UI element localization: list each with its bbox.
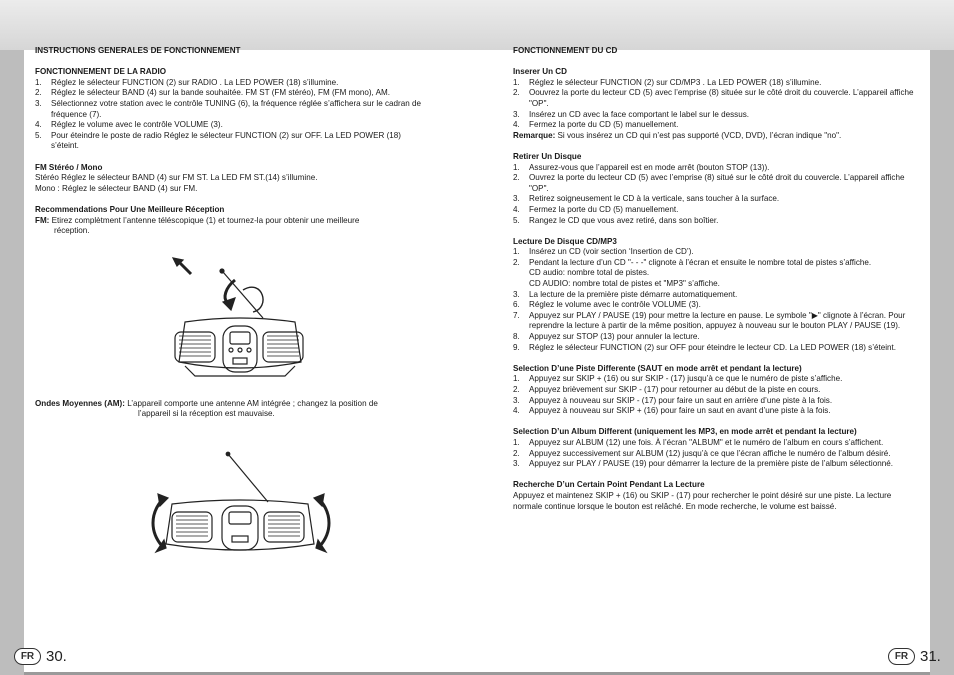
header-band [0,0,954,50]
list-item: 1. Appuyez sur SKIP + (16) ou sur SKIP - (17) jusqu’à ce que le numéro de piste s’affiche. [513,374,843,384]
retirer-steps [513,163,918,227]
list-item: 5. Rangez le CD que vous avez retiré, dans son boîtier. [513,215,719,225]
list-item: 2. Appuyez successivement sur ALBUM (12) jusqu’à ce que l’écran affiche le numéro de l’album désiré. [513,448,891,458]
left-title: INSTRUCTIONS GENERALES DE FONCTIONNEMENT [35,46,241,55]
list-item: 2. Ouvrez la porte du lecteur CD (5) avec l’emprise (8) situé sur le côté droit du couvercle. L’appareil affiche "OP". [513,173,905,193]
list-item: 5. Pour éteindre le poste de radio Réglez le sélecteur FUNCTION (2) sur OFF. La LED POWER (18) s’éteint. [35,130,401,151]
retirer-heading: Retirer Un Disque [513,151,582,161]
right-footer [888,648,941,665]
left-margin-bar [0,50,24,675]
list-item: 6. Réglez le volume avec le contrôle VOLUME (3). [513,300,701,310]
list-item: 3. Retirez soigneusement le CD à la verticale, sans toucher à la surface. [513,194,780,204]
fm-mono-text: Mono : Réglez le sélecteur BAND (4) sur FM. [35,183,198,193]
list-item: 3. Appuyez sur PLAY / PAUSE (19) pour démarrer la lecture de la première piste de l’album sélectionné. [513,459,893,469]
list-item: 2. Oouvrez la porte du lecteur CD (5) avec l’emprise (8) située sur le côté droit du couvercle. L’appareil affiche "OP". [513,88,914,108]
insert-steps [513,78,918,131]
radio-am-orientation-illustration [148,448,334,566]
list-item: 3. Insérez un CD avec la face comportant le label sur le dessus. [513,109,749,119]
list-item: 3. Sélectionnez votre station avec le contrôle TUNING (6), la fréquence réglée s’affichera sur le cadran de fréquence (7). [35,98,421,119]
lecture-heading: Lecture De Disque CD/MP3 [513,236,617,246]
language-badge: FR [888,648,915,665]
reco-fm-text-cont: réception. [54,226,90,236]
am-text-cont: l’appareil si la réception est mauvaise. [138,409,275,419]
list-item: 3. La lecture de la première piste démarre automatiquement. [513,289,738,299]
list-item: 1. Insérez un CD (voir section ‘Insertion de CD’). [513,247,694,257]
list-item: 2. Appuyez brièvement sur SKIP - (17) pour retourner au début de la piste en cours. [513,385,821,394]
fm-stereo-text: Stéréo Réglez le sélecteur BAND (4) sur FM ST. La LED FM ST.(14) s’illumine. [35,173,318,183]
right-page [513,46,918,512]
album-steps [513,438,918,470]
list-item: 7. Appuyez sur PLAY / PAUSE (19) pour mettre la lecture en pause. Le symbole "▶" clignote à l’écran. Pour reprendre la lecture à partir de la même position, appuyez à nouveau sur le bouton PLAY / PAUSE (19). [513,310,906,331]
reco-fm-text: FM: Etirez complètment l’antenne téléscopique (1) et tournez-la pour obtenir une meilleure [35,215,360,225]
page-number: 30. [46,648,67,665]
language-badge: FR [14,648,41,665]
reco-heading: Recommendations Pour Une Meilleure Réception [35,204,225,214]
insert-remark: Remarque: Si vous insérez un CD qui n’est pas supporté (VCD, DVD), l’écran indique "no". [513,130,842,140]
list-item: 1. Réglez le sélecteur FUNCTION (2) sur RADIO . La LED POWER (18) s’illumine. [35,77,339,87]
radio-heading: FONCTIONNEMENT DE LA RADIO [35,67,166,77]
piste-heading: Selection D’une Piste Differente (SAUT en mode arrêt et pendant la lecture) [513,363,802,373]
list-item: 4. Réglez le volume avec le contrôle VOLUME (3). [35,120,223,130]
list-item: 3. Appuyez à nouveau sur SKIP - (17) pour faire un saut en arrière d’une piste à la fois. [513,395,833,405]
am-text: Ondes Moyennes (AM): L’appareil comporte une antenne AM intégrée ; changez la position de [35,398,378,408]
radio-steps [35,78,435,152]
list-item: 4. Appuyez à nouveau sur SKIP + (16) pour faire un saut en avant d’une piste à la fois. [513,406,831,416]
page-number: 31. [920,648,941,665]
album-heading: Selection D’un Album Different (uniquement les MP3, en mode arrêt et pendant la lecture) [513,427,857,437]
fm-heading: FM Stéréo / Mono [35,162,103,172]
radio-fm-antenna-illustration [165,250,315,390]
list-item: 4. Fermez la porte du CD (5) manuellement. [513,204,679,214]
list-item: 2. Pendant la lecture d’un CD "- - -" clignote à l’écran et ensuite le nombre total de pistes s’affiche. CD audio: nombre total de pistes. CD AUDIO: nombre total de pistes et "MP3" s’affiche. [513,257,872,289]
right-title: FONCTIONNEMENT DU CD [513,46,618,55]
lecture-steps [513,247,918,353]
list-item: 1. Réglez le sélecteur FUNCTION (2) sur CD/MP3 . La LED POWER (18) s’illumine. [513,77,822,87]
right-margin-bar [930,50,954,675]
insert-heading: Inserer Un CD [513,67,567,77]
list-item: 9. Réglez le sélecteur FUNCTION (2) sur OFF pour éteindre le lecteur CD. La LED POWER (18) s’éteint. [513,342,897,352]
list-item: 1. Assurez-vous que l’appareil est en mode arrêt (bouton STOP (13)). [513,162,770,172]
list-item: 2. Réglez le sélecteur BAND (4) sur la bande souhaitée. FM ST (FM stéréo), FM (FM mono), AM. [35,88,390,98]
left-footer [14,648,67,665]
list-item: 8. Appuyez sur STOP (13) pour annuler la lecture. [513,332,700,342]
list-item: 1. Appuyez sur ALBUM (12) une fois. À l’écran "ALBUM" et le numéro de l’album en cours s’affichent. [513,437,884,447]
list-item: 4. Fermez la porte du CD (5) manuellement. [513,120,679,130]
piste-steps [513,374,918,416]
recherche-heading: Recherche D’un Certain Point Pendant La Lecture [513,480,705,490]
recherche-text: Appuyez et maintenez SKIP + (16) ou SKIP - (17) pour rechercher le point désiré sur une piste. La lecture normale continue lorsque le bouton est relâché. En mode recherche, le volume est baissé. [513,490,892,511]
